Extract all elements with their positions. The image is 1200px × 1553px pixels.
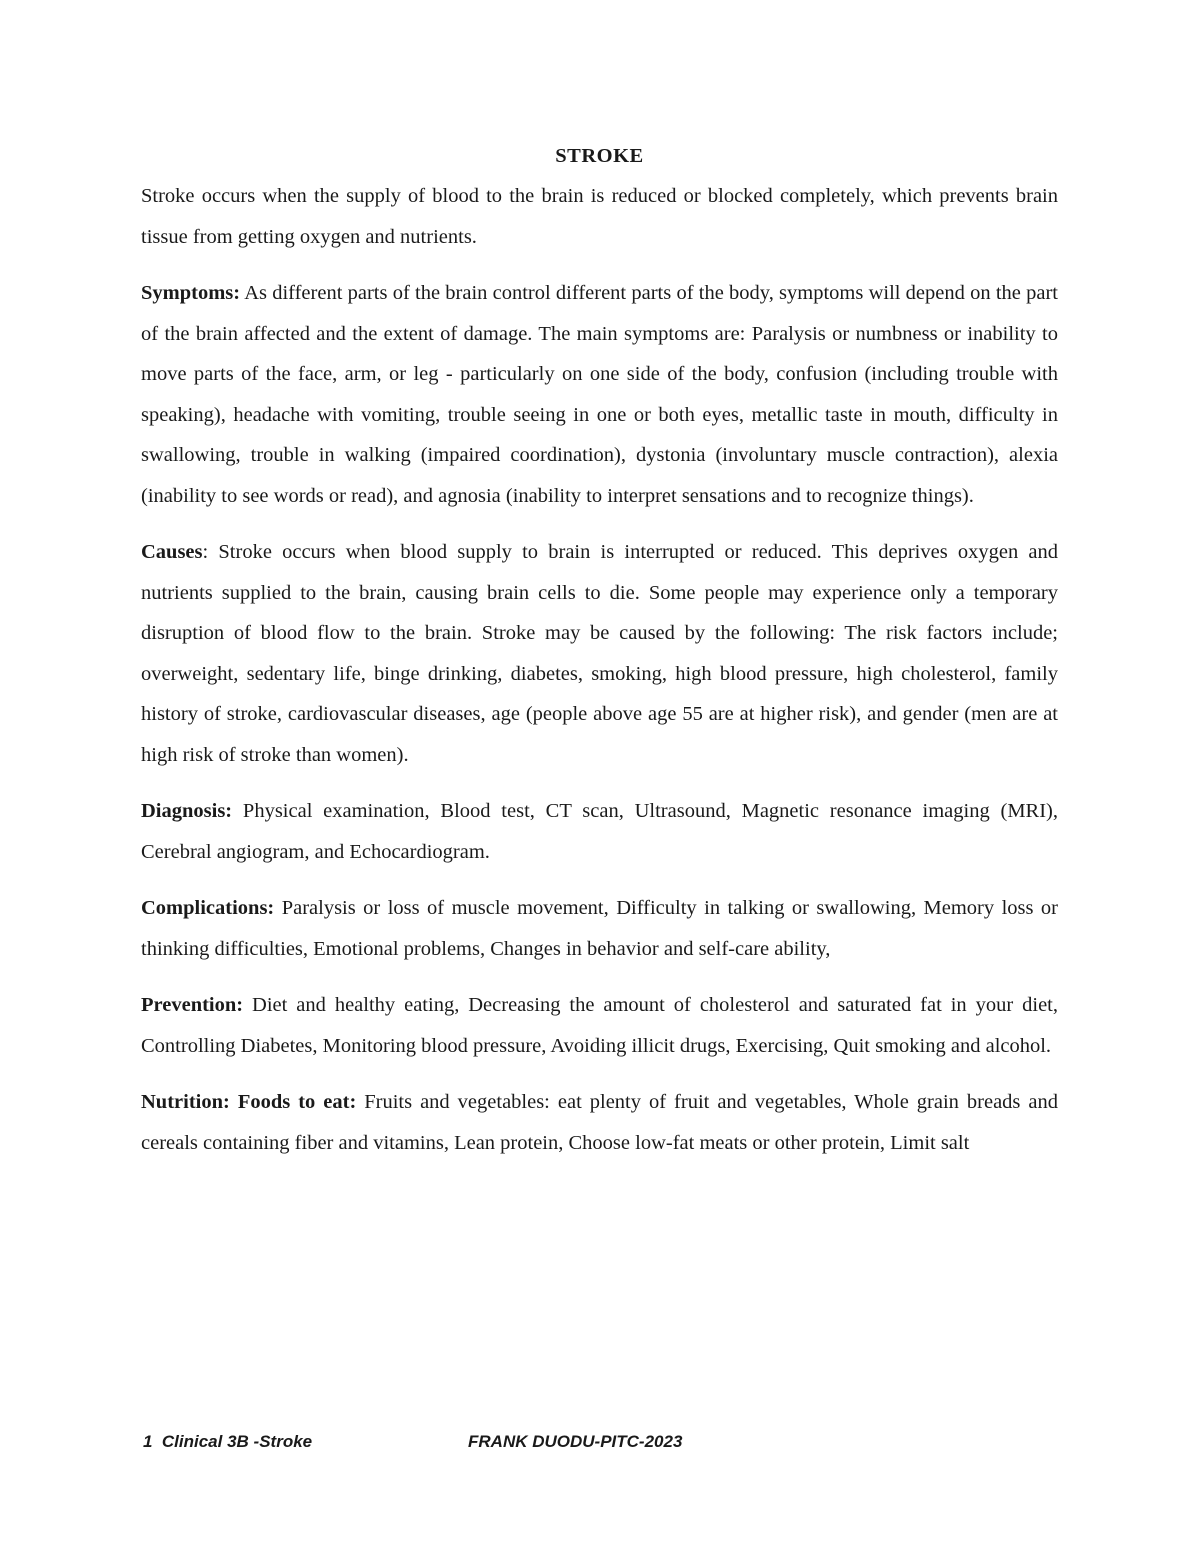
complications-paragraph <box>141 888 1058 969</box>
diagnosis-paragraph <box>141 791 1058 872</box>
causes-paragraph <box>141 532 1058 775</box>
nutrition-label: Nutrition: Foods to eat: <box>141 1091 357 1113</box>
document-body <box>141 136 1058 1179</box>
footer-page-course: 1 Clinical 3B -Stroke <box>143 1432 313 1451</box>
intro-paragraph: Stroke occurs when the supply of blood to the brain is reduced or blocked completely, which prevents brain tissue from getting oxygen and nutrients. <box>141 185 1058 248</box>
prevention-paragraph <box>141 985 1058 1066</box>
nutrition-text: Fruits and vegetables: eat plenty of fruit and vegetables, Whole grain breads and cereals containing fiber and vitamins, Lean protein, Choose low-fat meats or other protein, Limit salt <box>141 1091 1058 1154</box>
diagnosis-text: Physical examination, Blood test, CT scan, Ultrasound, Magnetic resonance imaging (MRI), Cerebral angiogram, and Echocardiogram. <box>141 800 1058 863</box>
symptoms-text: As different parts of the brain control different parts of the body, symptoms will depend on the part of the brain affected and the extent of damage. The main symptoms are: Paralysis or numbness or inability to move parts of the face, arm, or leg - particularly on one side of the body, confusion (including trouble with speaking), headache with vomiting, trouble seeing in one or both eyes, metallic taste in mouth, difficulty in swallowing, trouble in walking (impaired coordination), dystonia (involuntary muscle contraction), alexia (inability to see words or read), and agnosia (inability to interpret sensations and to recognize things). <box>141 282 1058 507</box>
complications-text: Paralysis or loss of muscle movement, Difficulty in talking or swallowing, Memory loss or thinking difficulties, Emotional problems, Changes in behavior and self-care ability, <box>141 897 1058 960</box>
prevention-text: Diet and healthy eating, Decreasing the amount of cholesterol and saturated fat in your diet, Controlling Diabetes, Monitoring blood pressure, Avoiding illicit drugs, Exercising, Quit smoking and alcohol. <box>141 994 1058 1057</box>
complications-label: Complications: <box>141 897 275 919</box>
nutrition-paragraph <box>141 1082 1058 1163</box>
diagnosis-label: Diagnosis: <box>141 800 233 822</box>
symptoms-paragraph <box>141 273 1058 516</box>
causes-text: : Stroke occurs when blood supply to brain is interrupted or reduced. This deprives oxygen and nutrients supplied to the brain, causing brain cells to die. Some people may experience only a temporary disruption of blood flow to the brain. Stroke may be caused by the following: The risk factors include; overweight, sedentary life, binge drinking, diabetes, smoking, high blood pressure, high cholesterol, family history of stroke, cardiovascular diseases, age (people above age 55 are at higher risk), and gender (men are at high risk of stroke than women). <box>141 541 1058 766</box>
footer-author: FRANK DUODU-PITC-2023 <box>468 1432 683 1451</box>
causes-label: Causes <box>141 541 203 563</box>
symptoms-label: Symptoms: <box>141 282 241 304</box>
document-title: STROKE <box>555 145 644 167</box>
page-footer <box>141 1432 1058 1460</box>
prevention-label: Prevention: <box>141 994 244 1016</box>
